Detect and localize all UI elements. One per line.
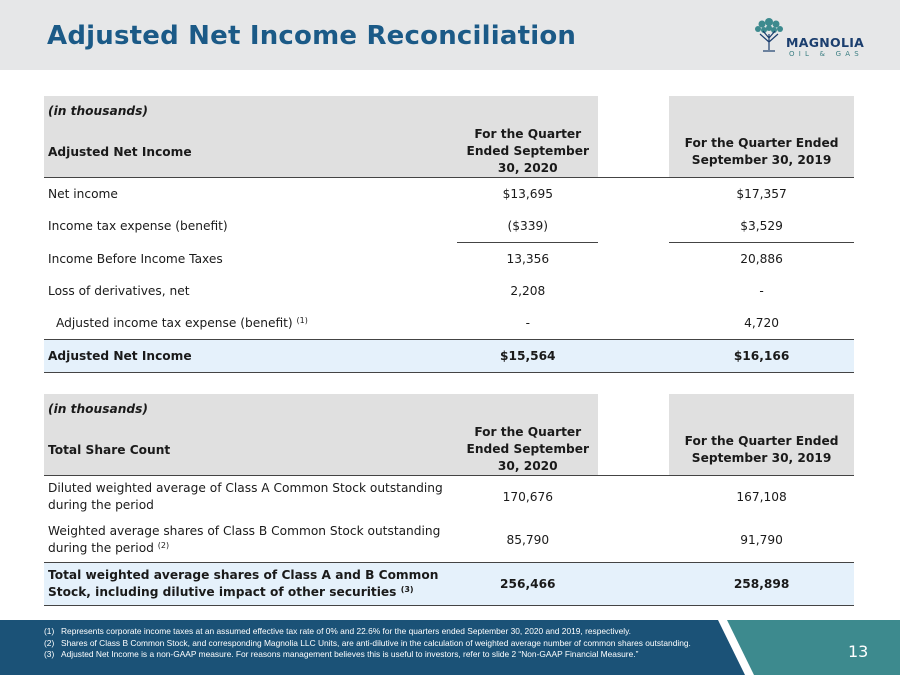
row-label: Weighted average shares of Class B Common Stock outstanding during the period $^{(2)}$ — [48, 524, 441, 555]
adjusted-net-income-table — [44, 96, 854, 373]
column-header-2020: For the Quarter Ended September 30, 2020 — [457, 126, 598, 178]
value-2019: 91,790 — [740, 533, 783, 547]
value-2020: ($339) — [457, 210, 598, 243]
column-header-2020: For the Quarter Ended September 30, 2020 — [457, 424, 598, 476]
value-2020: 85,790 — [506, 533, 550, 547]
total-value-2019: 258,898 — [669, 563, 854, 606]
table-row — [44, 518, 854, 563]
table-row — [44, 476, 854, 519]
total-label: Adjusted Net Income — [44, 340, 457, 373]
value-2020: $13,695 — [502, 187, 553, 201]
total-label: Total weighted average shares of Class A and B Common Stock, including dilutive impact of other securities $^{(3)}$ — [44, 563, 457, 606]
footnote-ref: (2) — [157, 541, 170, 550]
value-2019: 20,886 — [740, 252, 783, 266]
footnote: (1) Represents corporate income taxes at an assumed effective tax rate of 0% and 22.6% for the quarters ended September 30, 2020 and 2019, respectively. — [44, 626, 631, 636]
total-value-2019: $16,166 — [669, 340, 854, 373]
row-label: Loss of derivatives, net — [48, 284, 190, 298]
table-row — [44, 243, 854, 276]
value-2020: - — [525, 316, 530, 330]
units-label: (in thousands) — [44, 394, 457, 424]
units-label: (in thousands) — [44, 96, 457, 126]
logo-subtitle: OIL & GAS — [789, 50, 863, 58]
total-row — [44, 340, 854, 373]
row-label: Diluted weighted average of Class A Common Stock outstanding during the period — [48, 481, 443, 512]
table-row — [44, 307, 854, 340]
magnolia-tree-icon — [752, 14, 786, 54]
page-title: Adjusted Net Income Reconciliation — [47, 21, 577, 51]
footnote: (2) Shares of Class B Common Stock, and corresponding Magnolia LLC Units, are anti-dilutive in the calculation of weighted average number of common shares outstanding. — [44, 637, 691, 648]
company-logo — [752, 14, 870, 60]
value-2020: 13,356 — [506, 252, 550, 266]
header-bar — [0, 0, 900, 70]
row-label: Adjusted income tax expense (benefit) $^{(1)}$ — [56, 316, 308, 330]
footer-bar — [0, 620, 900, 675]
footnotes — [44, 626, 714, 661]
row-label: Income Before Income Taxes — [48, 251, 223, 266]
value-2019: 167,108 — [736, 490, 787, 504]
total-share-count-table — [44, 394, 854, 606]
column-header-2019: For the Quarter Ended September 30, 2019 — [669, 126, 854, 178]
table-row — [44, 210, 854, 243]
value-2019: $17,357 — [736, 187, 787, 201]
value-2019: - — [759, 284, 764, 298]
total-row — [44, 563, 854, 606]
page-number: 13 — [848, 642, 869, 661]
footnote-ref: (3) — [400, 585, 414, 594]
value-2019: $3,529 — [669, 210, 854, 243]
row-label: Income tax expense (benefit) — [48, 219, 228, 234]
total-value-2020: 256,466 — [457, 563, 598, 606]
table-heading: Total Share Count — [44, 424, 457, 476]
value-2020: 170,676 — [502, 490, 553, 504]
table-heading: Adjusted Net Income — [44, 126, 457, 178]
value-2020: 2,208 — [510, 284, 546, 298]
table-row — [44, 275, 854, 307]
total-value-2020: $15,564 — [457, 340, 598, 373]
footnote: (3) Adjusted Net Income is a non-GAAP measure. For reasons management believes this is useful to investors, refer to slide 2 “Non-GAAP Financial Measure.” — [44, 649, 639, 659]
table-row — [44, 178, 854, 211]
column-header-2019: For the Quarter Ended September 30, 2019 — [669, 424, 854, 476]
footnote-ref: (1) — [296, 316, 308, 325]
logo-name: MAGNOLIA — [786, 35, 865, 50]
row-label: Net income — [48, 187, 118, 201]
value-2019: 4,720 — [744, 316, 780, 330]
